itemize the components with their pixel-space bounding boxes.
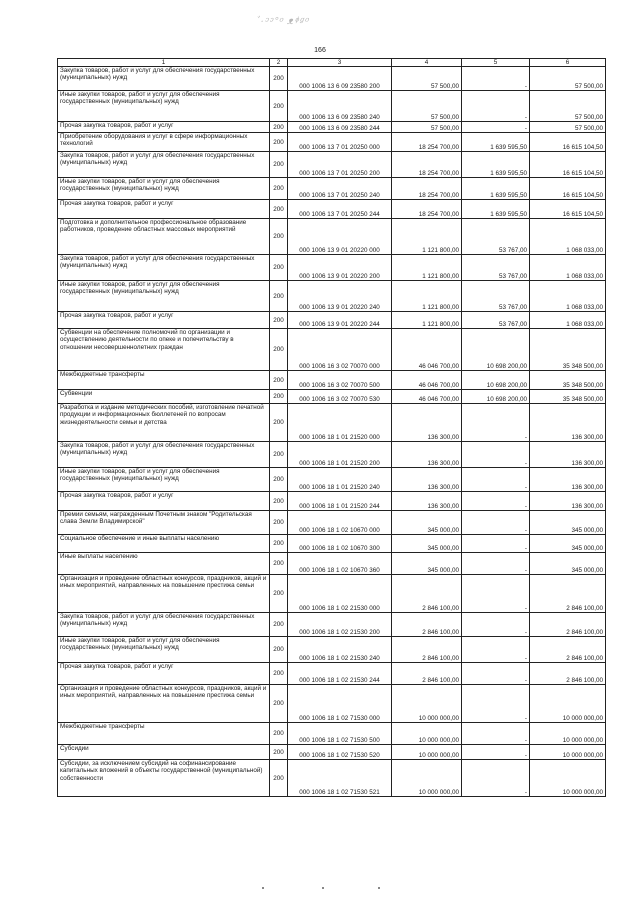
row-code-cell: 000 1006 16 3 02 70070 000 [288, 329, 392, 371]
row-name-cell: Организация и проведение областных конкурсов, праздников, акций и иных мероприятий, направленных на повышение престижа семьи [58, 575, 270, 613]
column-header-row [58, 59, 606, 67]
row-name-cell: Прочая закупка товаров, работ и услуг [58, 122, 270, 133]
table-row [58, 511, 606, 535]
table-row [58, 442, 606, 468]
row-col2-cell: 200 [270, 329, 288, 371]
table-row [58, 404, 606, 442]
row-col4-cell: 46 046 700,00 [392, 390, 462, 404]
row-col4-cell: 46 046 700,00 [392, 329, 462, 371]
row-name-cell: Иные закупки товаров, работ и услуг для обеспечения государственных (муниципальных) нужд [58, 281, 270, 312]
row-col5-cell: - [462, 745, 530, 760]
row-col2-cell: 200 [270, 122, 288, 133]
row-name-cell: Иные закупки товаров, работ и услуг для обеспечения государственных (муниципальных) нужд [58, 637, 270, 663]
row-name-cell: Премии семьям, награжденным Почетным знаком "Родительская слава Земли Владимирской" [58, 511, 270, 535]
row-col4-cell: 2 846 100,00 [392, 637, 462, 663]
row-col5-cell: 53 767,00 [462, 312, 530, 329]
row-col4-cell: 1 121 800,00 [392, 219, 462, 255]
table-row [58, 178, 606, 200]
row-name-cell: Прочая закупка товаров, работ и услуг [58, 492, 270, 511]
row-col4-cell: 57 500,00 [392, 122, 462, 133]
row-col6-cell: 1 068 033,00 [530, 281, 606, 312]
row-col2-cell: 200 [270, 760, 288, 797]
row-col5-cell: 1 639 595,50 [462, 133, 530, 152]
row-name-cell: Прочая закупка товаров, работ и услуг [58, 663, 270, 685]
row-code-cell: 000 1006 13 9 01 20220 244 [288, 312, 392, 329]
row-name-cell: Закупка товаров, работ и услуг для обеспечения государственных (муниципальных) нужд [58, 442, 270, 468]
row-col5-cell: 53 767,00 [462, 281, 530, 312]
row-col4-cell: 2 846 100,00 [392, 663, 462, 685]
column-header-3: 3 [288, 59, 392, 67]
row-code-cell: 000 1006 18 1 02 71530 521 [288, 760, 392, 797]
row-col2-cell: 200 [270, 312, 288, 329]
row-col6-cell: 57 500,00 [530, 122, 606, 133]
table-row [58, 152, 606, 178]
row-col2-cell: 200 [270, 685, 288, 723]
row-col5-cell: - [462, 613, 530, 637]
row-col6-cell: 10 000 000,00 [530, 760, 606, 797]
row-code-cell: 000 1006 18 1 02 21530 240 [288, 637, 392, 663]
row-col4-cell: 18 254 700,00 [392, 133, 462, 152]
table-row [58, 637, 606, 663]
row-col5-cell: - [462, 67, 530, 91]
row-col5-cell: - [462, 535, 530, 553]
row-name-cell: Подготовка и дополнительное профессиональное образование работников, проведение областных массовых мероприятий [58, 219, 270, 255]
row-code-cell: 000 1006 18 1 02 21530 200 [288, 613, 392, 637]
row-name-cell: Субвенции на обеспечение полномочий по организации и осуществлению деятельности по опеке и попечительству в отношении несовершеннолетних граждан [58, 329, 270, 371]
row-col2-cell: 200 [270, 67, 288, 91]
row-col4-cell: 136 300,00 [392, 404, 462, 442]
row-code-cell: 000 1006 13 7 01 20250 244 [288, 200, 392, 219]
row-col5-cell: - [462, 685, 530, 723]
row-col2-cell: 200 [270, 553, 288, 575]
row-col5-cell: - [462, 404, 530, 442]
budget-table [57, 58, 606, 797]
row-col6-cell: 10 000 000,00 [530, 685, 606, 723]
row-name-cell: Организация и проведение областных конкурсов, праздников, акций и иных мероприятий, направленных на повышение престижа семьи [58, 685, 270, 723]
row-col4-cell: 57 500,00 [392, 67, 462, 91]
row-name-cell: Закупка товаров, работ и услуг для обеспечения государственных (муниципальных) нужд [58, 255, 270, 281]
row-col5-cell: - [462, 468, 530, 492]
row-col5-cell: 10 698 200,00 [462, 329, 530, 371]
row-col6-cell: 1 068 033,00 [530, 312, 606, 329]
row-code-cell: 000 1006 18 1 02 10670 360 [288, 553, 392, 575]
row-col4-cell: 2 846 100,00 [392, 575, 462, 613]
row-col4-cell: 10 000 000,00 [392, 685, 462, 723]
row-col5-cell: - [462, 637, 530, 663]
row-col5-cell: - [462, 442, 530, 468]
row-col5-cell: - [462, 511, 530, 535]
column-header-4: 4 [392, 59, 462, 67]
row-name-cell: Прочая закупка товаров, работ и услуг [58, 312, 270, 329]
row-col2-cell: 200 [270, 442, 288, 468]
table-row [58, 281, 606, 312]
row-col5-cell: 10 698 200,00 [462, 371, 530, 390]
table-row [58, 329, 606, 371]
row-col6-cell: 136 300,00 [530, 442, 606, 468]
row-code-cell: 000 1006 18 1 02 71530 520 [288, 745, 392, 760]
row-col6-cell: 2 846 100,00 [530, 637, 606, 663]
row-col4-cell: 10 000 000,00 [392, 745, 462, 760]
row-col2-cell: 200 [270, 390, 288, 404]
row-col6-cell: 345 000,00 [530, 511, 606, 535]
table-row [58, 255, 606, 281]
row-col4-cell: 57 500,00 [392, 91, 462, 122]
row-col4-cell: 136 300,00 [392, 468, 462, 492]
page-number: 166 [314, 47, 326, 54]
row-col2-cell: 200 [270, 371, 288, 390]
row-col6-cell: 136 300,00 [530, 492, 606, 511]
row-col6-cell: 57 500,00 [530, 91, 606, 122]
column-header-5: 5 [462, 59, 530, 67]
row-code-cell: 000 1006 13 7 01 20250 000 [288, 133, 392, 152]
row-col6-cell: 10 000 000,00 [530, 723, 606, 745]
table-row [58, 91, 606, 122]
row-name-cell: Прочая закупка товаров, работ и услуг [58, 200, 270, 219]
row-col6-cell: 2 846 100,00 [530, 663, 606, 685]
row-code-cell: 000 1006 13 6 09 23580 200 [288, 67, 392, 91]
row-col2-cell: 200 [270, 745, 288, 760]
row-col4-cell: 18 254 700,00 [392, 152, 462, 178]
row-col5-cell: 10 698 200,00 [462, 390, 530, 404]
row-col2-cell: 200 [270, 468, 288, 492]
row-col4-cell: 1 121 800,00 [392, 312, 462, 329]
row-col5-cell: - [462, 663, 530, 685]
row-col6-cell: 16 615 104,50 [530, 178, 606, 200]
row-name-cell: Субсидии [58, 745, 270, 760]
row-name-cell: Закупка товаров, работ и услуг для обеспечения государственных (муниципальных) нужд [58, 152, 270, 178]
row-col4-cell: 18 254 700,00 [392, 200, 462, 219]
row-code-cell: 000 1006 18 1 02 21530 000 [288, 575, 392, 613]
row-col2-cell: 200 [270, 511, 288, 535]
table-row [58, 553, 606, 575]
row-name-cell: Иные закупки товаров, работ и услуг для обеспечения государственных (муниципальных) нужд [58, 468, 270, 492]
row-code-cell: 000 1006 18 1 01 21520 240 [288, 468, 392, 492]
row-col6-cell: 16 615 104,50 [530, 152, 606, 178]
row-name-cell: Разработка и издание методических пособий, изготовление печатной продукции и информационных бюллетеней по вопросам жизнедеятельности семьи и детства [58, 404, 270, 442]
row-col4-cell: 2 846 100,00 [392, 613, 462, 637]
column-header-1: 1 [58, 59, 270, 67]
row-col2-cell: 200 [270, 613, 288, 637]
row-col4-cell: 46 046 700,00 [392, 371, 462, 390]
table-row [58, 745, 606, 760]
row-col2-cell: 200 [270, 492, 288, 511]
row-col6-cell: 16 615 104,50 [530, 133, 606, 152]
row-name-cell: Иные закупки товаров, работ и услуг для обеспечения государственных (муниципальных) нужд [58, 178, 270, 200]
row-name-cell: Приобретение оборудования и услуг в сфере информационных технологий [58, 133, 270, 152]
row-code-cell: 000 1006 13 9 01 20220 000 [288, 219, 392, 255]
table-row [58, 535, 606, 553]
table-row [58, 685, 606, 723]
column-header-2: 2 [270, 59, 288, 67]
row-col6-cell: 10 000 000,00 [530, 745, 606, 760]
table-row [58, 575, 606, 613]
row-col5-cell: - [462, 760, 530, 797]
row-col5-cell: 53 767,00 [462, 219, 530, 255]
table-row [58, 67, 606, 91]
row-code-cell: 000 1006 18 1 02 21530 244 [288, 663, 392, 685]
row-code-cell: 000 1006 13 7 01 20250 200 [288, 152, 392, 178]
row-code-cell: 000 1006 18 1 02 71530 500 [288, 723, 392, 745]
row-col5-cell: - [462, 553, 530, 575]
row-name-cell: Межбюджетные трансферты [58, 723, 270, 745]
table-row [58, 663, 606, 685]
row-col2-cell: 200 [270, 255, 288, 281]
row-col5-cell: 1 639 595,50 [462, 152, 530, 178]
column-header-6: 6 [530, 59, 606, 67]
row-code-cell: 000 1006 18 1 02 71530 000 [288, 685, 392, 723]
row-col4-cell: 10 000 000,00 [392, 760, 462, 797]
scan-smudge: ﾞ·ᵓᵓ°ᵒ ᴥᶲᵍᵒ [253, 16, 311, 27]
row-name-cell: Межбюджетные трансферты [58, 371, 270, 390]
table-row [58, 613, 606, 637]
row-name-cell: Закупка товаров, работ и услуг для обеспечения государственных (муниципальных) нужд [58, 67, 270, 91]
row-code-cell: 000 1006 18 1 02 10670 000 [288, 511, 392, 535]
row-col6-cell: 1 068 033,00 [530, 255, 606, 281]
table-row [58, 200, 606, 219]
row-col5-cell: - [462, 492, 530, 511]
row-code-cell: 000 1006 13 6 09 23580 240 [288, 91, 392, 122]
row-col2-cell: 200 [270, 637, 288, 663]
row-col2-cell: 200 [270, 281, 288, 312]
row-col6-cell: 57 500,00 [530, 67, 606, 91]
row-col5-cell: 1 639 595,50 [462, 178, 530, 200]
row-code-cell: 000 1006 18 1 01 21520 000 [288, 404, 392, 442]
row-col6-cell: 35 348 500,00 [530, 390, 606, 404]
table-row [58, 760, 606, 797]
row-col6-cell: 136 300,00 [530, 404, 606, 442]
row-code-cell: 000 1006 13 9 01 20220 240 [288, 281, 392, 312]
row-col4-cell: 345 000,00 [392, 553, 462, 575]
scan-dots [0, 887, 640, 891]
table-row [58, 390, 606, 404]
row-code-cell: 000 1006 16 3 02 70070 530 [288, 390, 392, 404]
row-col2-cell: 200 [270, 91, 288, 122]
row-col6-cell: 345 000,00 [530, 553, 606, 575]
row-col4-cell: 18 254 700,00 [392, 178, 462, 200]
row-col4-cell: 1 121 800,00 [392, 255, 462, 281]
row-code-cell: 000 1006 13 6 09 23580 244 [288, 122, 392, 133]
row-col2-cell: 200 [270, 575, 288, 613]
row-col6-cell: 35 348 500,00 [530, 371, 606, 390]
row-col5-cell: - [462, 723, 530, 745]
row-col4-cell: 10 000 000,00 [392, 723, 462, 745]
table-row [58, 371, 606, 390]
row-col6-cell: 2 846 100,00 [530, 575, 606, 613]
table-row [58, 312, 606, 329]
row-col5-cell: 1 639 595,50 [462, 200, 530, 219]
row-col4-cell: 345 000,00 [392, 535, 462, 553]
row-col5-cell: - [462, 122, 530, 133]
row-col2-cell: 200 [270, 133, 288, 152]
row-name-cell: Субсидии, за исключением субсидий на софинансирование капитальных вложений в объекты государственной (муниципальной) собственности [58, 760, 270, 797]
row-col6-cell: 2 846 100,00 [530, 613, 606, 637]
row-col2-cell: 200 [270, 663, 288, 685]
row-col6-cell: 345 000,00 [530, 535, 606, 553]
row-code-cell: 000 1006 13 9 01 20220 200 [288, 255, 392, 281]
row-col4-cell: 136 300,00 [392, 492, 462, 511]
table-row [58, 468, 606, 492]
row-col2-cell: 200 [270, 535, 288, 553]
row-col2-cell: 200 [270, 219, 288, 255]
row-col5-cell: - [462, 575, 530, 613]
row-code-cell: 000 1006 18 1 01 21520 244 [288, 492, 392, 511]
row-code-cell: 000 1006 16 3 02 70070 500 [288, 371, 392, 390]
row-col2-cell: 200 [270, 723, 288, 745]
row-col2-cell: 200 [270, 200, 288, 219]
row-col2-cell: 200 [270, 178, 288, 200]
row-col5-cell: 53 767,00 [462, 255, 530, 281]
table-row [58, 219, 606, 255]
row-col4-cell: 136 300,00 [392, 442, 462, 468]
row-col4-cell: 1 121 800,00 [392, 281, 462, 312]
row-name-cell: Субвенции [58, 390, 270, 404]
row-code-cell: 000 1006 18 1 01 21520 200 [288, 442, 392, 468]
row-col6-cell: 16 615 104,50 [530, 200, 606, 219]
row-name-cell: Иные закупки товаров, работ и услуг для обеспечения государственных (муниципальных) нужд [58, 91, 270, 122]
row-col2-cell: 200 [270, 152, 288, 178]
table-row [58, 133, 606, 152]
table-row [58, 723, 606, 745]
row-col6-cell: 35 348 500,00 [530, 329, 606, 371]
table-row [58, 492, 606, 511]
row-name-cell: Иные выплаты населению [58, 553, 270, 575]
row-name-cell: Закупка товаров, работ и услуг для обеспечения государственных (муниципальных) нужд [58, 613, 270, 637]
row-code-cell: 000 1006 18 1 02 10670 300 [288, 535, 392, 553]
row-name-cell: Социальное обеспечение и иные выплаты населению [58, 535, 270, 553]
row-code-cell: 000 1006 13 7 01 20250 240 [288, 178, 392, 200]
table-body [58, 67, 606, 797]
row-col6-cell: 1 068 033,00 [530, 219, 606, 255]
table-row [58, 122, 606, 133]
row-col4-cell: 345 000,00 [392, 511, 462, 535]
row-col5-cell: - [462, 91, 530, 122]
row-col2-cell: 200 [270, 404, 288, 442]
row-col6-cell: 136 300,00 [530, 468, 606, 492]
